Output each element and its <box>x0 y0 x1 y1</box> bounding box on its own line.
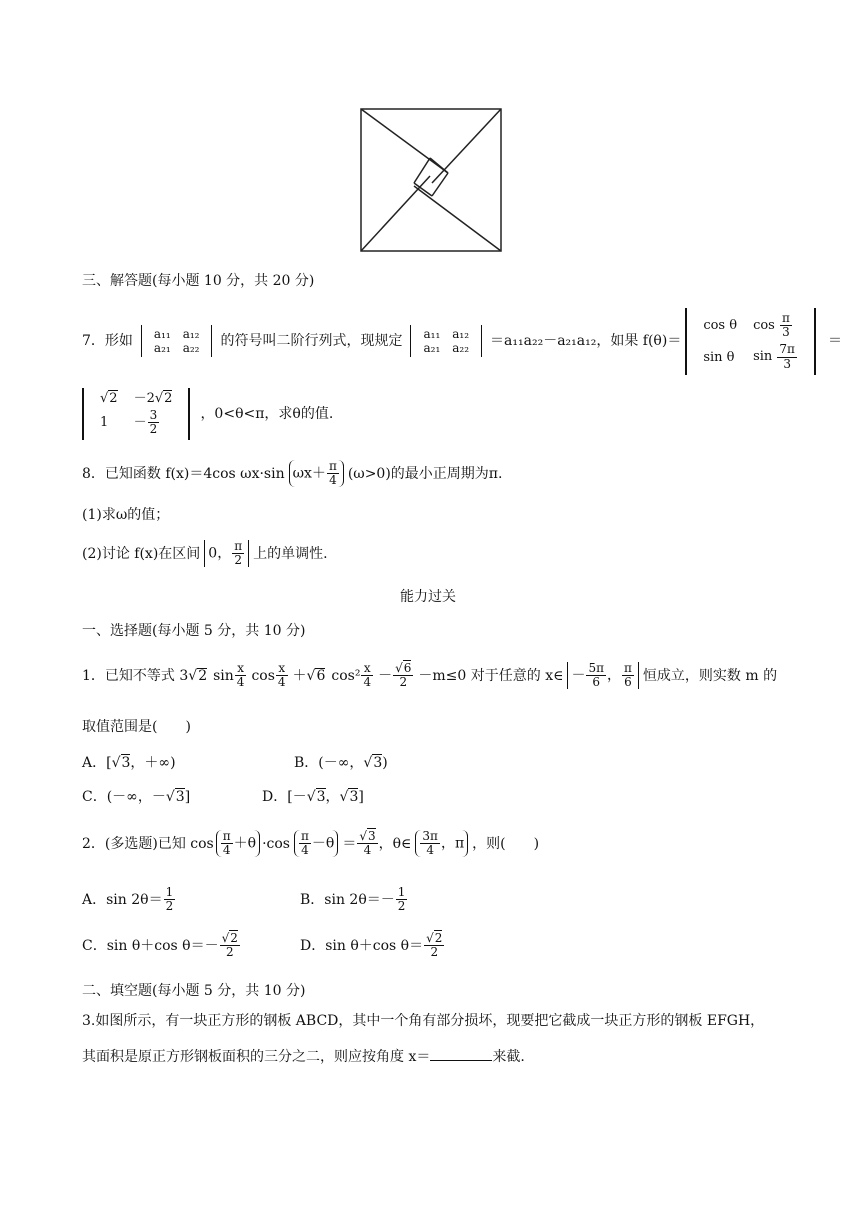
q1-option-d[interactable]: D．[－√3，√3] <box>262 789 364 805</box>
q7-text: 的符号叫二阶行列式，现规定 <box>220 333 403 350</box>
interval-bracket: 0， $\frac{\pi}{2}$ <box>204 540 249 567</box>
q1-option-c[interactable]: C．(－∞，－√3] <box>82 789 191 805</box>
answer-blank[interactable] <box>430 1048 492 1061</box>
q7-tail: ，0<θ<π，求θ的值. <box>200 406 334 423</box>
x-interval: － $\frac{5\pi}{6}$ ， $\frac{\pi}{6}$ <box>567 662 638 689</box>
q1-option-a[interactable]: A．[√3，＋∞) <box>82 755 176 771</box>
q7-equals: ＝ <box>827 333 842 350</box>
section-heading-answers: 三、解答题(每小题 10 分，共 20 分) <box>82 273 315 289</box>
determinant-rule: a₁₁ a₁₂ a₂₁ a₂₂ <box>410 325 482 357</box>
question-3-line1: 3.如图所示，有一块正方形的钢板 ABCD，其中一个角有部分损坏，现要把它截成一块正方形的钢板 EFGH， <box>82 1013 765 1029</box>
f-theta-determinant: cos θ cos $\frac{\pi}{3}$ sin θ sin $\frac{7\pi}{3}$ <box>685 308 816 375</box>
question-7-line2 <box>82 388 333 440</box>
q8-paren: ωx＋ $\frac{\pi}{4}$ <box>289 460 344 487</box>
section-heading-fill: 二、填空题(每小题 5 分，共 10 分) <box>82 983 306 999</box>
q8-tail: (ω>0)的最小正周期为π. <box>347 465 503 482</box>
question-1-line1: 1．已知不等式 3 √ 2 sin $\frac{x}{4}$ cos $\frac{x}{4}$ ＋ √ 6 cos² $\frac{x}{4}$ － $\frac{√6}{2}$ －m≤0 对于任意的 x∈ － $\frac{5\pi}{6}$ ， $\frac{\pi}{6}$ 恒成立，则实数 m 的 <box>82 661 778 690</box>
q7-lead: 7．形如 <box>82 333 133 350</box>
q2-option-b[interactable]: B．sin 2θ＝－ $\frac{1}{2}$ <box>300 885 406 914</box>
q2-option-a[interactable]: A．sin 2θ＝ $\frac{1}{2}$ <box>82 885 174 914</box>
section-heading-choice: 一、选择题(每小题 5 分，共 10 分) <box>82 623 306 639</box>
question-8-part2: (2)讨论 f(x)在区间 0， $\frac{\pi}{2}$ 上的单调性. <box>82 539 328 568</box>
value-determinant: √2 －2√2 1 － $\frac{3}{2}$ <box>82 388 190 440</box>
q8-lead: 8．已知函数 f(x)＝4cos ωx·sin <box>82 465 285 482</box>
question-1-line2: 取值范围是( ) <box>82 719 191 735</box>
question-3-line2: 其面积是原正方形钢板面积的三分之二，则应按角度 x＝ 来截. <box>82 1049 525 1065</box>
question-7-line1 <box>82 308 842 375</box>
q2-option-d[interactable]: D．sin θ＋cos θ＝ $\frac{√2}{2}$ <box>300 931 443 960</box>
pinwheel-square-figure <box>360 108 502 252</box>
question-8-part1: (1)求ω的值； <box>82 507 170 523</box>
question-8-line1 <box>82 460 502 487</box>
ability-heading: 能力过关 <box>400 589 456 605</box>
question-2-line1: 2．(多选题)已知 cos $\frac{\pi}{4}$ ＋θ ·cos $\frac{\pi}{4}$ －θ ＝ $\frac{√3}{4}$ ，θ∈ $\frac{3\pi}{4}$ ，π ，则( ) <box>82 829 540 858</box>
determinant-notation: a₁₁ a₁₂ a₂₁ a₂₂ <box>141 325 213 357</box>
q2-option-c[interactable]: C．sin θ＋cos θ＝－ $\frac{√2}{2}$ <box>82 931 238 960</box>
q1-option-b[interactable]: B．(－∞，√3) <box>294 755 388 771</box>
q7-rule: ＝a₁₁a₂₂－a₂₁a₁₂，如果 f(θ)＝ <box>490 333 682 350</box>
